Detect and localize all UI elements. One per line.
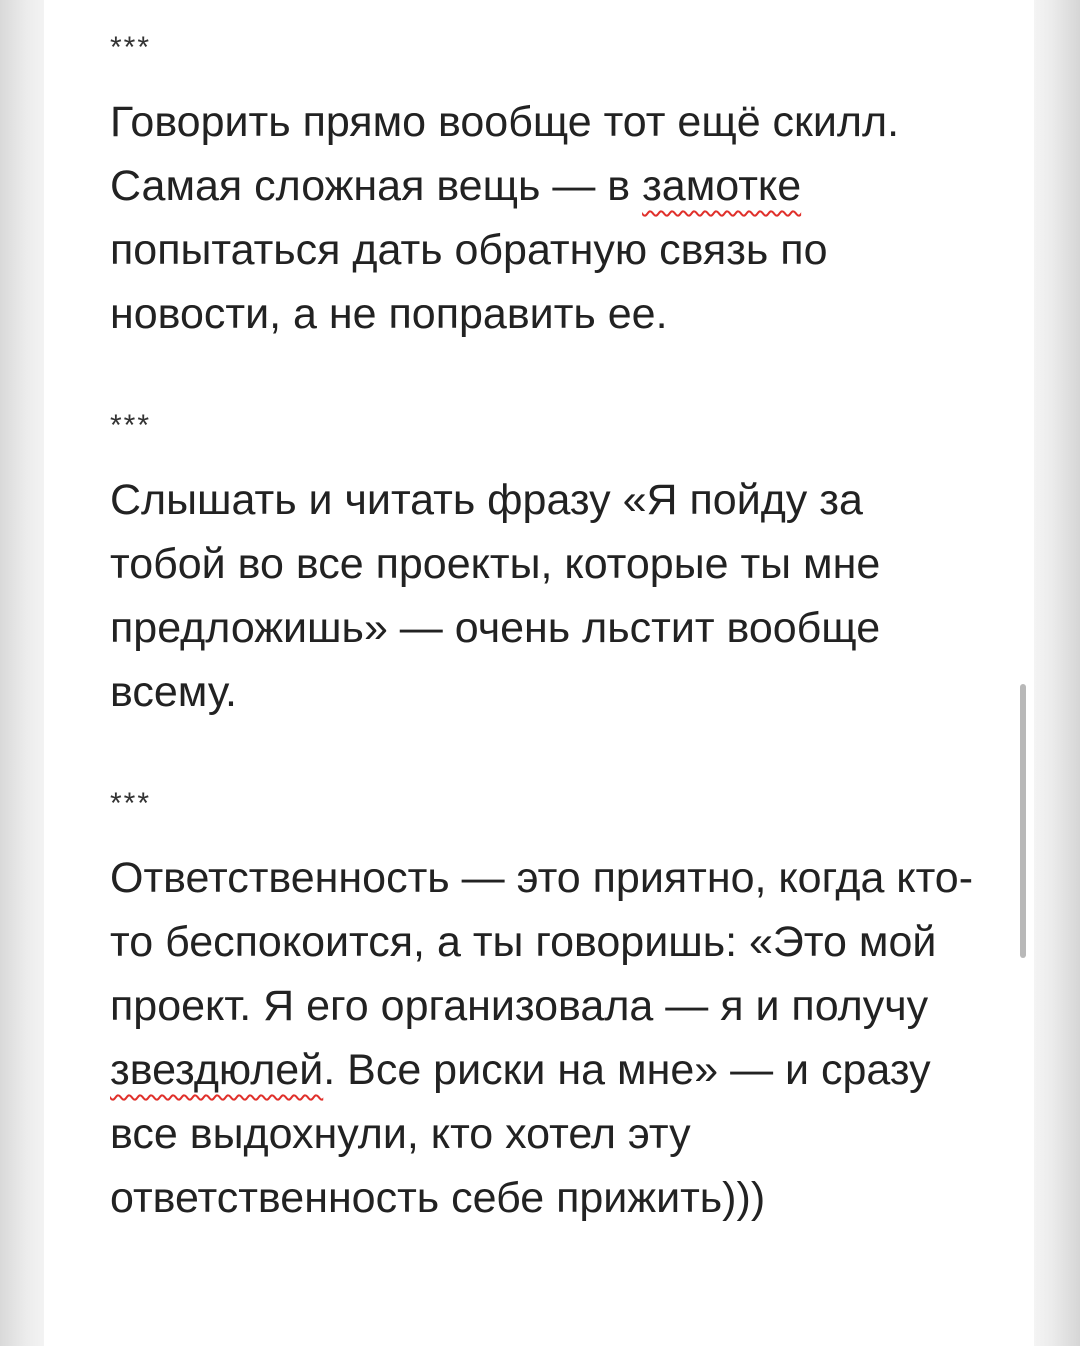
paragraph-text: . Все риски на мне» — и сразу все выдохнули, кто хотел эту ответственность себе прижить))) xyxy=(110,1046,931,1222)
paragraph-text: попытаться дать обратную связь по новости, а не поправить ее. xyxy=(110,226,828,338)
note-body[interactable] xyxy=(110,24,990,1230)
section-divider: *** xyxy=(110,409,152,442)
section-divider: *** xyxy=(110,787,152,820)
paragraph-text: Говорить прямо вообще тот ещё скилл. Самая сложная вещь — в xyxy=(110,98,900,210)
misspelled-word[interactable]: замотке xyxy=(642,162,802,210)
note-page[interactable] xyxy=(44,0,1034,1346)
left-background-edge xyxy=(0,0,44,1346)
paragraph-direct-speaking[interactable] xyxy=(110,90,990,346)
paragraph-responsibility[interactable] xyxy=(110,846,990,1230)
section-divider: *** xyxy=(110,31,152,64)
paragraph-follow-phrase[interactable] xyxy=(110,468,990,724)
paragraph-text: Ответственность — это приятно, когда кто-то беспокоится, а ты говоришь: «Это мой проект. Я его организовала — я и получу xyxy=(110,854,974,1030)
vertical-scrollbar[interactable] xyxy=(1020,684,1026,958)
misspelled-word[interactable]: звездюлей xyxy=(110,1046,324,1094)
right-background-edge xyxy=(1034,0,1080,1346)
paragraph-text: Слышать и читать фразу «Я пойду за тобой во все проекты, которые ты мне предложишь» — очень льстит вообще всему. xyxy=(110,476,881,716)
